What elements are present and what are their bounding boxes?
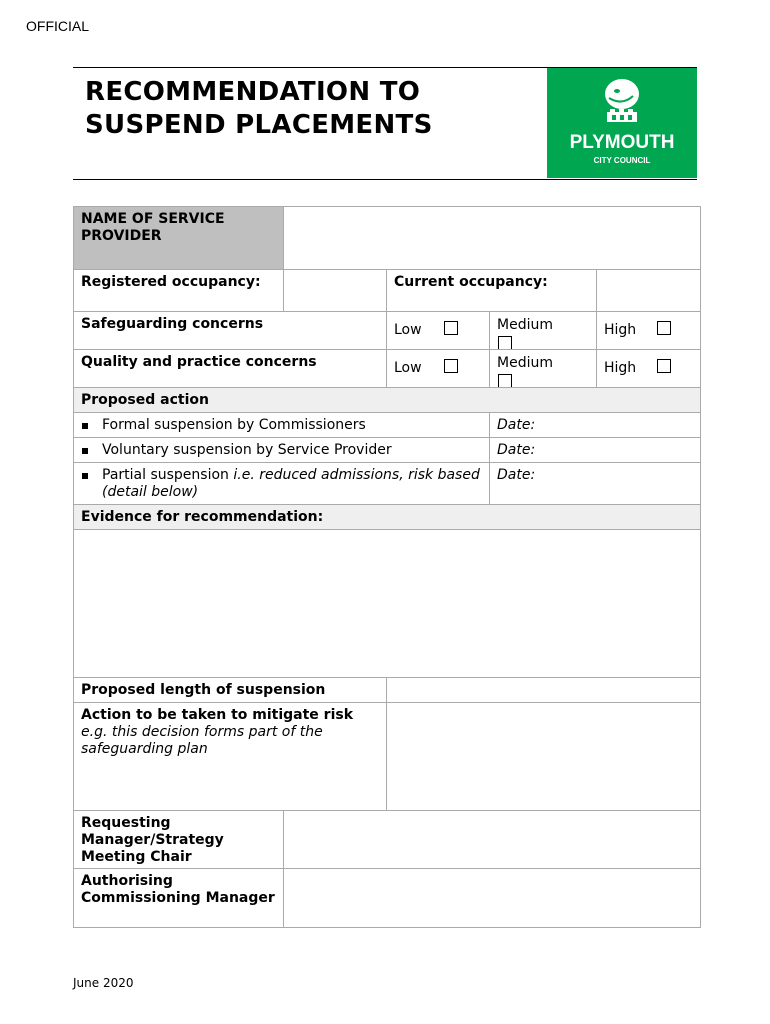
provider-input[interactable] [283,206,701,269]
quality-low-cell [386,349,489,387]
requesting-manager-input[interactable] [283,810,701,868]
mitigate-hint: e.g. this decision forms part of the safeguarding plan [81,724,323,757]
option-high-label: High [604,322,637,338]
safeguarding-low-checkbox[interactable] [444,321,458,335]
registered-occupancy-label: Registered occupancy: [73,269,283,311]
evidence-heading: Evidence for recommendation: [73,504,701,529]
option-high-label: High [604,360,637,376]
requesting-manager-label: Requesting Manager/Strategy Meeting Chair [73,810,283,868]
bullet-icon [82,473,88,479]
current-occupancy-label: Current occupancy: [386,269,596,311]
option-medium-label: Medium [497,355,553,371]
title-line-1: RECOMMENDATION TO [85,77,421,107]
quality-high-cell [596,349,701,387]
quality-high-checkbox[interactable] [657,359,671,373]
option-low-label: Low [394,360,422,376]
plymouth-logo [547,68,697,178]
mitigate-input[interactable] [386,702,701,810]
authorising-manager-label: Authorising Commissioning Manager [73,868,283,927]
length-label: Proposed length of suspension [73,677,386,702]
action-partial-date[interactable]: Date: [489,462,701,504]
quality-medium-cell [489,349,596,387]
evidence-input[interactable] [73,529,701,677]
safeguarding-low-cell [386,311,489,349]
current-occupancy-input[interactable] [596,269,701,311]
action-text-detail: i.e. reduced admissions, risk based (detail below) [102,467,480,500]
document-header [73,67,697,180]
action-text: Voluntary suspension by Service Provider [102,442,392,458]
classification-label: OFFICIAL [26,18,90,34]
safeguarding-medium-cell [489,311,596,349]
document-title [85,76,433,142]
authorising-manager-input[interactable] [283,868,701,927]
registered-occupancy-input[interactable] [283,269,386,311]
action-voluntary-suspension [73,437,489,462]
length-input[interactable] [386,677,701,702]
safeguarding-high-cell [596,311,701,349]
bullet-icon [82,423,88,429]
action-text-main: Partial suspension [102,467,234,483]
footer-date: June 2020 [73,976,134,990]
action-text [102,467,482,501]
logo-name: PLYMOUTH [569,132,675,153]
mitigate-label-text: Action to be taken to mitigate risk [81,707,354,723]
action-partial-suspension [73,462,489,504]
proposed-action-heading: Proposed action [73,387,701,412]
option-low-label: Low [394,322,422,338]
safeguarding-label: Safeguarding concerns [73,311,386,349]
quality-low-checkbox[interactable] [444,359,458,373]
safeguarding-medium-checkbox[interactable] [498,336,512,350]
action-text: Formal suspension by Commissioners [102,417,366,433]
title-line-2: SUSPEND PLACEMENTS [85,110,433,140]
provider-label: NAME OF SERVICE PROVIDER [73,206,283,269]
action-voluntary-date[interactable]: Date: [489,437,701,462]
lion-crest-icon [597,76,647,132]
quality-label: Quality and practice concerns [73,349,386,387]
mitigate-label [73,702,386,810]
action-formal-date[interactable]: Date: [489,412,701,437]
safeguarding-high-checkbox[interactable] [657,321,671,335]
quality-medium-checkbox[interactable] [498,374,512,388]
logo-subtitle: CITY COUNCIL [593,156,651,165]
bullet-icon [82,448,88,454]
option-medium-label: Medium [497,317,553,333]
suspension-form [73,206,701,928]
action-formal-suspension [73,412,489,437]
